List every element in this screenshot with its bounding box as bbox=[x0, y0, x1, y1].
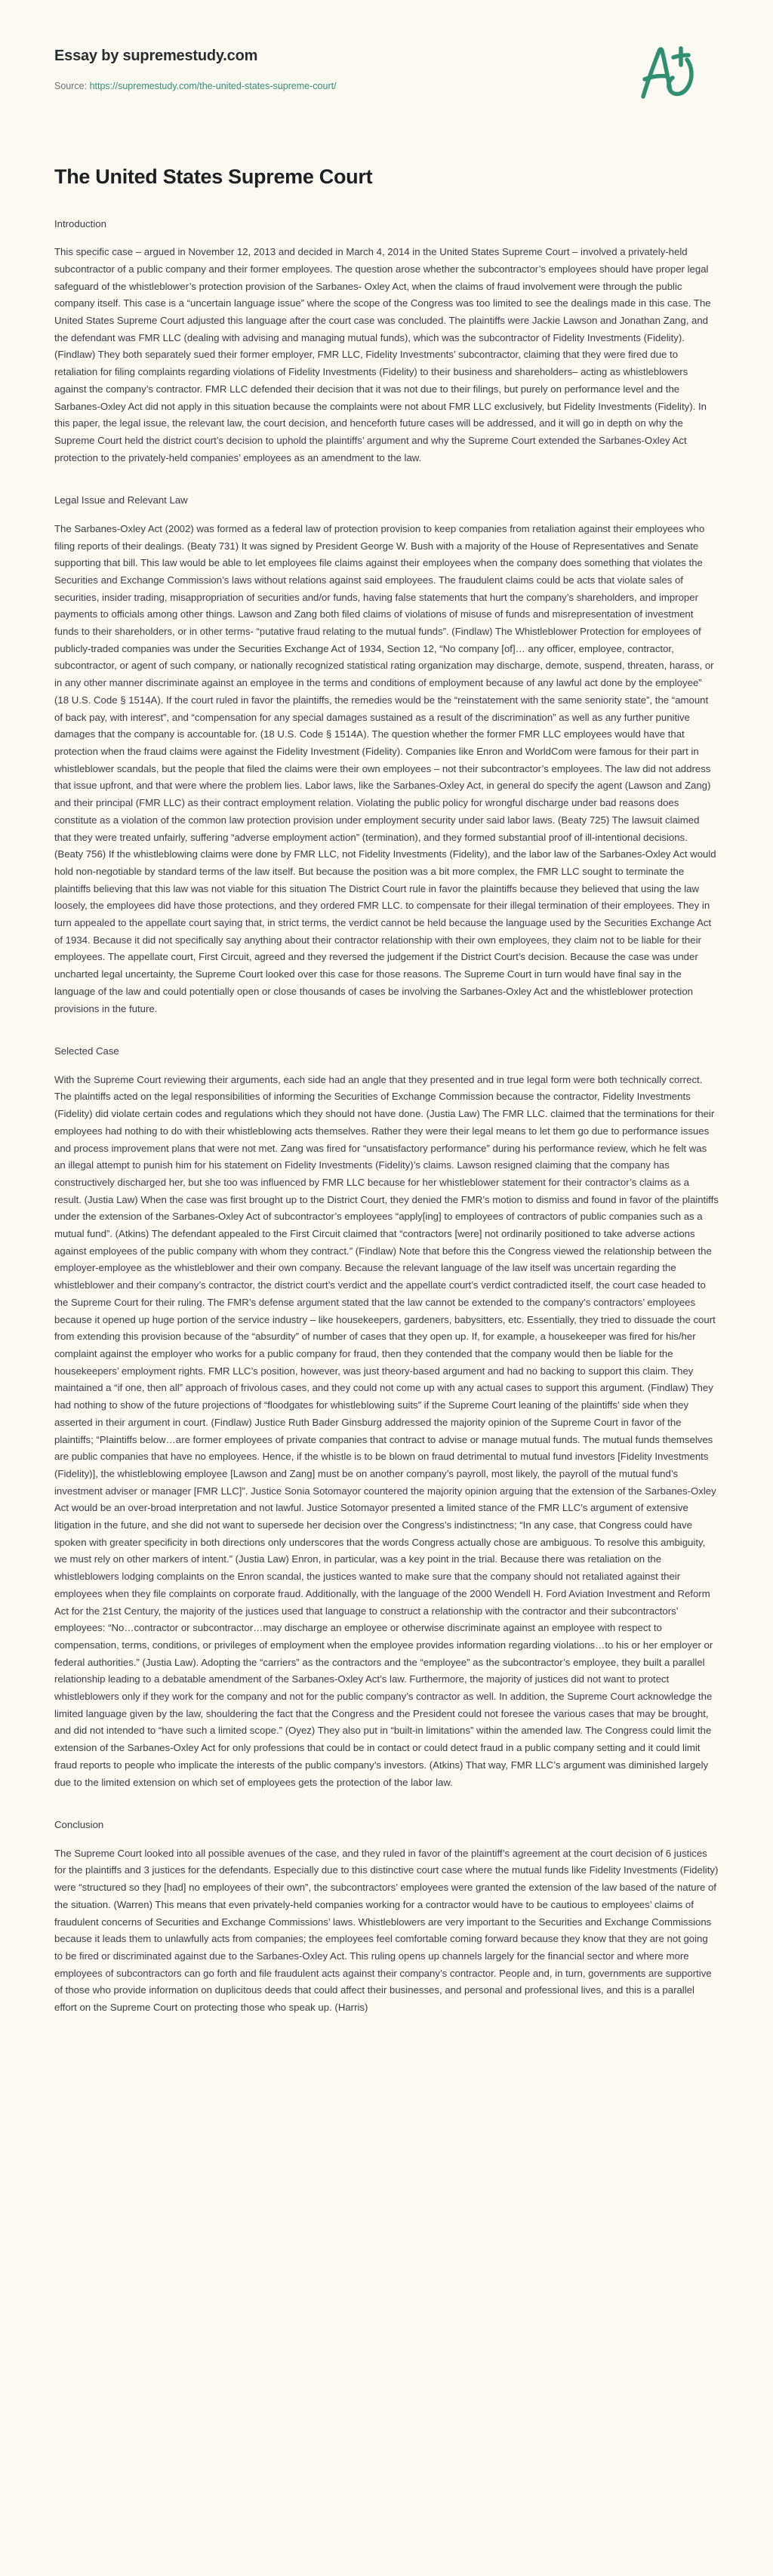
source-label: Source: bbox=[54, 81, 90, 91]
section-heading: Introduction bbox=[54, 217, 106, 229]
section-heading: Legal Issue and Relevant Law bbox=[54, 494, 188, 506]
section-conclusion bbox=[54, 1818, 719, 2017]
section-selected-case bbox=[54, 1045, 719, 1791]
paragraph: With the Supreme Court reviewing their arguments, each side had an angle that they presented and in true legal form were both technically correct. The plaintiffs acted on the legal responsibilities of informing the Securities of Exchange Commission because the contractor, Fidelity Investments (Fidelity) did violate certain codes and regulations which they should not have done. (Justia Law) The FMR LLC. claimed that the terminations for their employees had nothing to do with their whistleblowing acts themselves. Rather they were their legal means to let them go due to performance issues and process improvement plans that were not met. Zang was fired for “unsatisfactory performance” during his performance review, which he felt was an illegal attempt to punish him for his statement on Fidelity Investments (Fidelity)’s claims. Lawson resigned claiming that the company has constructively discharged her, but she too was influenced by FMR LLC because for her whistleblower statement for their contractor’s claims as a result. (Justia Law) When the case was first brought up to the District Court, they denied the FMR’s motion to dismiss and found in favor of the plaintiffs under the extension of the Sarbanes-Oxley Act of subcontractor’s employees “apply[ing] to employees of contractors of public companies such as a mutual fund”. (Atkins) The defendant appealed to the First Circuit claimed that “contractors [were] not ordinarily positioned to take adverse actions against employees of the public company with whom they contract.” (Findlaw) Note that before this the Congress viewed the relationship between the employer-employee as the whistleblower and their own company. Because the relevant language of the law itself was uncertain regarding the whistleblower and their company’s contractor, the district court’s verdict and the appellate court’s verdict contradicted itself, the court case headed to the Supreme Court for their ruling. The FMR’s defense argument stated that the law cannot be extended to the company’s contractors’ employees because it opened up huge portion of the service industry – like housekeepers, gardeners, babysitters, etc. Essentially, they tried to dissuade the court from extending this provision because of the “absurdity” of number of cases that they open up. If, for example, a housekeeper was fired for his/her complaint against the employer who works for a public company for fraud, then they contended that the company would then be liable for the housekeepers’ employment rights. FMR LLC’s position, however, was just theory-based argument and had no backing to support this claim. They maintained a “if one, then all” approach of frivolous cases, and they could not come up with any actual cases to support this argument. (Findlaw) They had nothing to show of the future projections of “floodgates for whistleblowing suits” if the Supreme Court leaning of the plaintiffs’ side when they asserted in their argument in court. (Findlaw) Justice Ruth Bader Ginsburg addressed the majority opinion of the Supreme Court in favor of the plaintiffs; “Plaintiffs below…are former employees of private companies that contract to advise or manage mutual funds. The mutual funds themselves are public companies that have no employees. Hence, if the whistle is to be blown on fraud detrimental to mutual fund investors [Fidelity Investments (Fidelity)], the whistleblowing employee [Lawson and Zang] must be on another company’s payroll, most likely, the payroll of the mutual fund’s investment adviser or manager [FMR LLC]”. Justice Sonia Sotomayor countered the majority opinion arguing that the extension of the Sarbanes-Oxley Act would be an over-broad interpretation and not lawful. Justice Sotomayor presented a limited stance of the FMR LLC’s argument of extensive litigation in the future, and she did not want to supersede her decision over the Congress’s indistinctness; “In any case, that Congress could have spoken with greater specificity in both directions only underscores that the words Congress actually chose are ambiguous. To resolve this ambiguity, we must rely on other markers of intent.” (Justia Law) Enron, in particular, was a key point in the trial. Because there was retaliation on the whistleblowers lodging complaints on the Enron scandal, the justices wanted to make sure that the company should not retaliated against their employees when they file complaints on corporate fraud. Additionally, with the language of the 2000 Wendell H. Ford Aviation Investment and Reform Act for the 21st Century, the majority of the justices used that language to construct a relationship with the contractor and their subcontractors’ employees: “No…contractor or subcontractor…may discharge an employee or otherwise discriminate against an employee with respect to compensation, terms, conditions, or privileges of employment when the employee provides information regarding violations…to his or her employer or federal authorities.” (Justia Law). Adopting the “carriers” as the contractors and the “employee” as the subcontractor’s employee, they built a parallel relationship leading to a debatable amendment of the Sarbanes-Oxley Act’s law. Furthermore, the majority of justices did not want to protect whistleblowers only if they work for the company and not for the public company’s contractor as well. In addition, the Supreme Court acknowledge the limited language given by the law, shouldering the fact that the Congress and the President could not foresee the various cases that may be brought, and did not intended to “have such a limited scope.” (Oyez) They also put in “built-in limitations” within the amended law. The Congress could limit the extension of the Sarbanes-Oxley Act for only professions that could be in contact or could detect fraud in a public company setting and it could limit fraud reports to people who implicate the interests of the public company’s investors. (Atkins) That way, FMR LLC’s argument was diminished largely due to the limited extension on which set of employees gets the protection of the labor law. bbox=[54, 1073, 719, 1788]
aplus-logo-icon bbox=[634, 35, 699, 107]
page-title: The United States Supreme Court bbox=[54, 165, 373, 188]
essay-byline: Essay by supremestudy.com bbox=[54, 48, 258, 64]
section-heading: Conclusion bbox=[54, 1819, 104, 1831]
section-legal-issue-and-relevant-law bbox=[54, 494, 719, 1017]
paragraph: This specific case – argued in November 12, 2013 and decided in March 4, 2014 in the United States Supreme Court – involved a privately-held subcontractor of a public company and their former employees. The question arose whether the subcontractor’s employees should have proper legal safeguard of the whistleblower’s protection provision of the Sarbanes- Oxley Act, when the claims of fraud involvement were through the public company itself. This case is a “uncertain language issue” where the scope of the Congress was too limited to see the dealings made in this case. The United States Supreme Court adjusted this language after the court case was concluded. The plaintiffs were Jackie Lawson and Jonathan Zang, and the defendant was FMR LLC (dealing with advising and managing mutual funds), which was the subcontractor of Fidelity Investments (Fidelity). (Findlaw) They both separately sued their former employer, FMR LLC, Fidelity Investments’ subcontractor, claiming that they were fired due to retaliation for filing complaints regarding violations of Fidelity Investments (Fidelity) to their business and shareholders– acting as whistleblowers against the company’s contractor. FMR LLC defended their decision that it was not due to their filings, but purely on performance level and the Sarbanes-Oxley Act did not apply in this situation because the complaints were not about FMR LLC exclusively, but Fidelity Investments (Fidelity). In this paper, the legal issue, the relevant law, the court decision, and henceforth future cases will be addressed, and it will go in depth on why the Supreme Court held the district court’s decision to uphold the plaintiffs’ argument and why the Supreme Court extended the Sarbanes-Oxley Act protection to the privately-held companies’ employees as an amendment to the law. bbox=[54, 246, 711, 463]
source-line bbox=[54, 80, 337, 92]
source-url-link[interactable]: https://supremestudy.com/the-united-states-supreme-court/ bbox=[89, 81, 337, 91]
paragraph: The Sarbanes-Oxley Act (2002) was formed as a federal law of protection provision to keep companies from retaliation against their employees who filing reports of their dealings. (Beaty 731) It was signed by President George W. Bush with a majority of the House of Representatives and Senate supporting that bill. This law would be able to let employees file claims against their employees when the company does something that violates the Securities and Exchange Commission’s laws without relations against said employees. The fraudulent claims could be acts that violate sales of securities, insider trading, misappropriation of securities and/or funds, having false statements that hurt the company’s shareholders, and improper payments to officials among other things. Lawson and Zang both filed claims of violations of misuse of funds and misrepresentation of investment funds to their shareholders, or in other terms- “putative fraud relating to the mutual funds”. (Findlaw) The Whistleblower Protection for employees of publicly-traded companies was under the Securities Exchange Act of 1934, Section 12, “No company [of]… any officer, employee, contractor, subcontractor, or agent of such company, or nationally recognized statistical rating organization may discharge, demote, suspend, threaten, harass, or in any other manner discriminate against an employee in the terms and conditions of employment because of any lawful act done by the employee” (18 U.S. Code § 1514A). If the court ruled in favor the plaintiffs, the remedies would be the “reinstatement with the same seniority state”, the “amount of back pay, with interest”, and “compensation for any special damages sustained as a result of the discrimination” as well as any further punitive damages that the company is accountable for. (18 U.S. Code § 1514A). The question whether the former FMR LLC employees would have that protection when the fraud claims were against the Fidelity Investment (Fidelity). Companies like Enron and WorldCom were famous for their part in whistleblower scandals, but the people that filed the claims were their own employees – not their subcontractor’s employees. The law did not address that issue upfront, and that were where the problem lies. Labor laws, like the Sarbanes-Oxley Act, in general do specify the agent (Lawson and Zang) and their principal (FMR LLC) as their contract employment relation. Violating the public policy for wrongful discharge under bad reasons does constitute as a violation of the common law protection provision under employment security under said labor laws. (Beaty 725) The lawsuit claimed that they were treated unfairly, suffering “adverse employment action” (termination), and they formed substantial proof of ill-intentional decisions. (Beaty 756) If the whistleblowing claims were done by FMR LLC, not Fidelity Investments (Fidelity), and the labor law of the Sarbanes-Oxley Act would hold non-negotiable by standard terms of the law itself. But because the position was a bit more complex, the FMR LLC sought to terminate the plaintiffs believing that this law was not viable for this situation The District Court rule in favor the plaintiffs because they believed that using the law loosely, the employees did have those protections, and they ordered FMR LLC. to compensate for their illegal termination of their employees. They in turn appealed to the appellate court saying that, in strict terms, the verdict cannot be held because the language used by the Securities Exchange Act of 1934. Because it did not specifically say anything about their contractor relationship with their own employees, they claim not to be liable for their employees. The appellate court, First Circuit, agreed and they reversed the judgement if the District Court’s decision. Because the case was under uncharted legal uncertainty, the Supreme Court looked over this case for those reasons. The Supreme Court in turn would have final say in the language of the law and could potentially open or close thousands of cases be involving the Sarbanes-Oxley Act and the whistleblower protection provisions in the future. bbox=[54, 522, 716, 1014]
document-body bbox=[0, 165, 773, 2085]
masthead-text bbox=[54, 39, 337, 92]
masthead bbox=[0, 0, 773, 107]
section-introduction bbox=[54, 217, 719, 467]
section-heading: Selected Case bbox=[54, 1045, 119, 1057]
paragraph: The Supreme Court looked into all possible avenues of the case, and they ruled in favor of the plaintiff’s agreement at the court decision of 6 justices for the plaintiffs and 3 justices for the defendants. Especially due to this distinctive court case where the mutual funds like Fidelity Investments (Fidelity) were “structured so they [had] no employees of their own”, the subcontractors’ employees were granted the extension of the law based of the nature of the situation. (Warren) This means that even privately-held companies working for a contractor would have to be cautious to employees’ claims of fraudulent concerns of Securities and Exchange Commissions’ laws. Whistleblowers are very important to the Securities and Exchange Commissions because it leads them to unlawfully acts from companies; the employees feel comfortable coming forward because they know that they are not going to be fired or discriminated against due to the Sarbanes-Oxley Act. This ruling opens up channels largely for the financial sector and where more employees of subcontractors can go forth and file fraudulent acts against their company’s contractor. People and, in turn, governments are supportive of those who provide information on duplicitous deeds that could affect their businesses, and personal and professional lives, and this is a parallel effort on the Supreme Court on protecting those who speak up. (Harris) bbox=[54, 1847, 719, 2014]
